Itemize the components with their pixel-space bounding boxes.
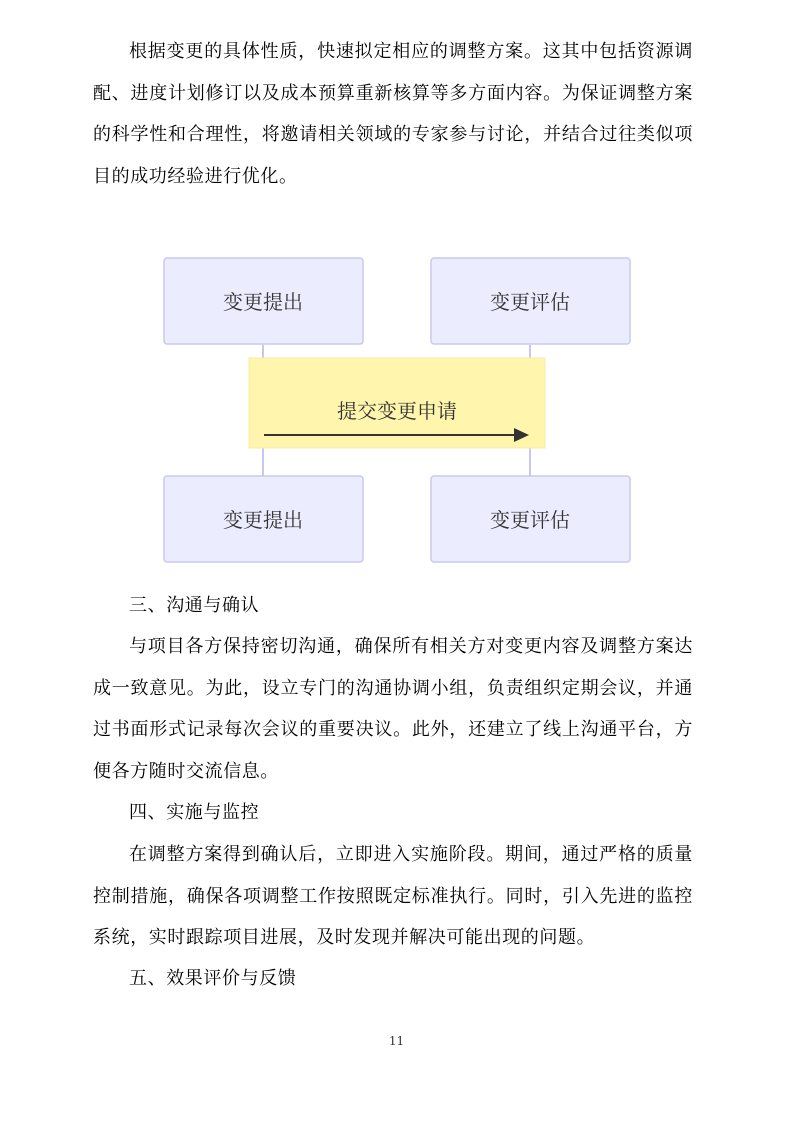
participant-right-top-label: 变更评估: [490, 290, 570, 314]
heading-evaluation: 五、效果评价与反馈: [129, 968, 297, 989]
sequence-diagram: [160, 253, 640, 568]
message-label: 提交变更申请: [337, 399, 457, 423]
paragraph-adjustment-plan: 根据变更的具体性质，快速拟定相应的调整方案。这其中包括资源调配、进度计划修订以及成本预算重新核算等多方面内容。为保证调整方案的科学性和合理性，将邀请相关领域的专家参与讨论，并结合过往类似项目的成功经验进行优化。: [93, 41, 693, 187]
participant-left-top-label: 变更提出: [223, 290, 303, 314]
page-number: 11: [388, 1034, 405, 1048]
participant-right-bottom-label: 变更评估: [490, 508, 570, 532]
heading-implementation: 四、实施与监控: [129, 802, 260, 823]
heading-communication: 三、沟通与确认: [129, 595, 260, 616]
paragraph-communication: 与项目各方保持密切沟通，确保所有相关方对变更内容及调整方案达成一致意见。为此，设立专门的沟通协调小组，负责组织定期会议，并通过书面形式记录每次会议的重要决议。此外，还建立了线上沟通平台，方便各方随时交流信息。: [93, 636, 693, 782]
participant-left-bottom-label: 变更提出: [223, 508, 303, 532]
paragraph-implementation: 在调整方案得到确认后，立即进入实施阶段。期间，通过严格的质量控制措施，确保各项调整工作按照既定标准执行。同时，引入先进的监控系统，实时跟踪项目进展，及时发现并解决可能出现的问题。: [93, 844, 693, 948]
